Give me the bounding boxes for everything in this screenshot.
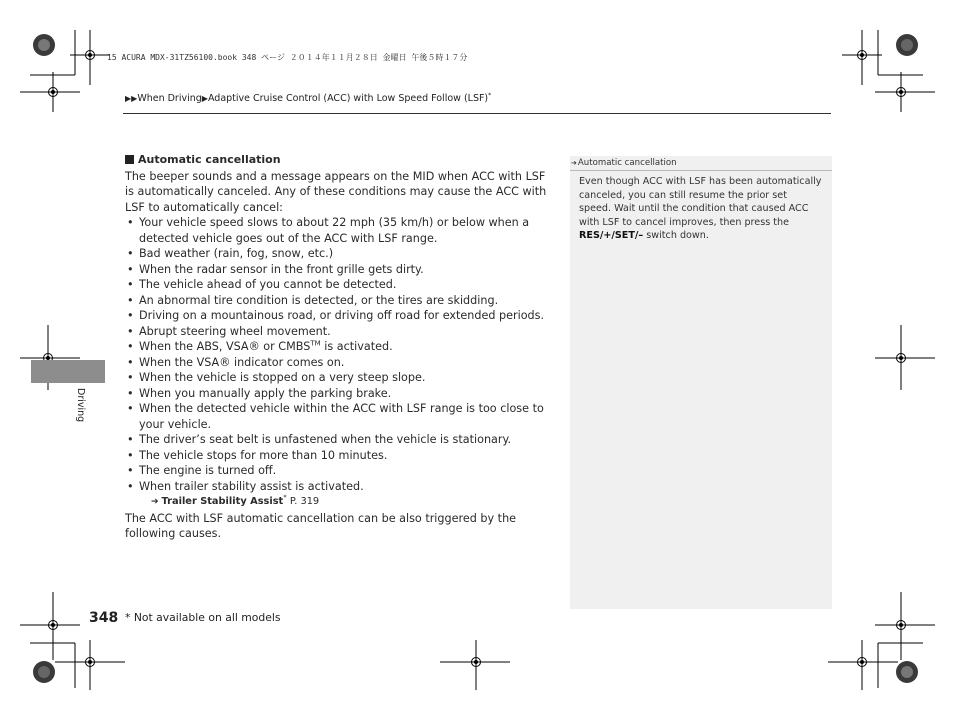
xref-label: Trailer Stability Assist (161, 496, 284, 507)
tm-mark: TM (310, 339, 321, 348)
list-item (125, 355, 555, 371)
list-item (125, 339, 555, 355)
list-item: • When the detected vehicle within the ACC with LSF range is too close to your vehicle. (125, 401, 555, 432)
abs-text-b: or CMBS (259, 340, 311, 353)
switch-name: RES/+/SET/– (579, 230, 644, 242)
list-item: • Your vehicle speed slows to about 22 mph (35 km/h) or below when a detected vehicle goes out of the ACC with LSF range. (125, 215, 555, 246)
list-item: • Driving on a mountainous road, or driving off road for extended periods. (125, 308, 555, 324)
main-content (125, 152, 555, 542)
list-item: • The vehicle ahead of you cannot be detected. (125, 277, 555, 293)
sidebar-text-a: Even though ACC with LSF has been automatically canceled, you can still resume the prior set speed. Wait until the condition that caused ACC with LSF to cancel improves, then press the (579, 176, 822, 228)
sidebar-text-b: switch down. (643, 230, 709, 242)
print-info: 15 ACURA MDX-31TZ56100.book 348 ページ ２０１４年１１月２８日 金曜日 午後５時１７分 (107, 53, 468, 62)
page-number: 348 (89, 610, 119, 626)
reference-arrow-icon: ➔ (151, 497, 159, 507)
header-rule (123, 113, 831, 114)
square-icon (125, 155, 134, 164)
chapter-tab[interactable] (31, 360, 105, 383)
list-item: • When trailer stability assist is activated. (125, 479, 555, 495)
list-item: • An abnormal tire condition is detected, or the tires are skidding. (125, 293, 555, 309)
footnote: * Not available on all models (125, 611, 281, 624)
breadcrumb-page[interactable]: Adaptive Cruise Control (ACC) with Low Speed Follow (LSF) (207, 93, 489, 104)
list-item: • Abrupt steering wheel movement. (125, 324, 555, 340)
list-item: • The engine is turned off. (125, 463, 555, 479)
vsa-text-b: indicator comes on. (230, 355, 345, 369)
sidebar-note-header (570, 156, 832, 171)
cross-reference-link[interactable] (125, 494, 555, 511)
reference-arrow-icon: ➔ (571, 159, 577, 167)
list-item: • When the radar sensor in the front grille gets dirty. (125, 262, 555, 278)
abs-text-a: When the ABS, VSA (139, 340, 249, 353)
breadcrumb-section[interactable]: When Driving (137, 93, 202, 104)
reg-mark: ® (248, 340, 260, 353)
cancel-conditions-list (125, 215, 555, 494)
breadcrumb-star: * (488, 91, 492, 99)
reg-mark: ® (219, 355, 231, 369)
intro-paragraph: The beeper sounds and a message appears on the MID when ACC with LSF is automatically canceled. Any of these conditions may cause the ACC with LSF to automatically cancel: (125, 169, 547, 214)
xref-star: * (283, 493, 287, 502)
breadcrumb-separator: ▶ (201, 94, 208, 103)
xref-page: P. 319 (286, 496, 320, 507)
breadcrumb-arrows: ▶▶ (125, 94, 138, 103)
list-item: • When the vehicle is stopped on a very steep slope. (125, 370, 555, 386)
section-heading-text: Automatic cancellation (138, 153, 281, 166)
list-item: • The driver’s seat belt is unfastened when the vehicle is stationary. (125, 432, 555, 448)
list-item: • When you manually apply the parking brake. (125, 386, 555, 402)
sidebar-note (570, 156, 832, 609)
list-item: • The vehicle stops for more than 10 minutes. (125, 448, 555, 464)
chapter-tab-label: Driving (75, 388, 86, 423)
abs-text-c: is activated. (320, 340, 393, 353)
vsa-text-a: When the VSA (139, 355, 220, 369)
list-item: • Bad weather (rain, fog, snow, etc.) (125, 246, 555, 262)
section-heading (125, 152, 555, 168)
breadcrumb (125, 93, 491, 104)
sidebar-note-title: Automatic cancellation (577, 158, 677, 168)
outro-paragraph: The ACC with LSF automatic cancellation can be also triggered by the following causes. (125, 511, 517, 540)
sidebar-note-body (570, 171, 832, 243)
